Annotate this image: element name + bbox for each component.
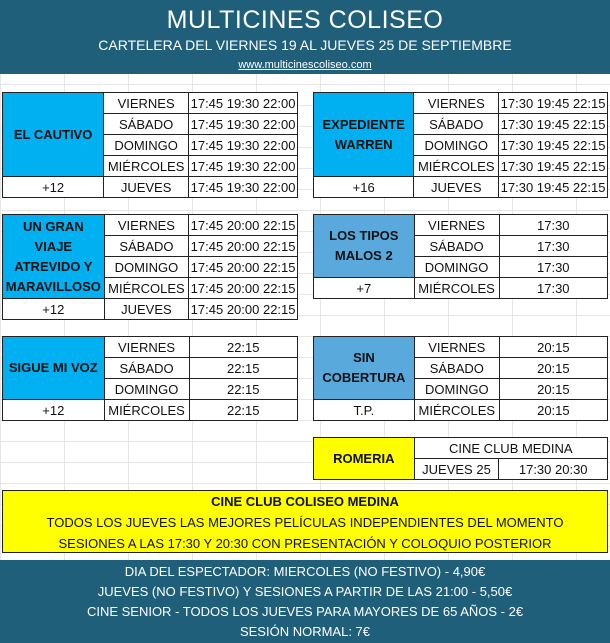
showtime-day: MIÉRCOLES [104,400,189,421]
price-line-3: CINE SENIOR - TODOS LOS JUEVES PARA MAYORES DE 65 AÑOS - 2€ [86,604,524,619]
showtime-day: DOMINGO [414,379,499,400]
showtime-times: 20:15 [499,379,607,400]
header-banner [0,0,610,74]
film-table-sin-cobertura [313,336,608,421]
showtime-day: MIÉRCOLES [414,278,499,299]
showtime-day: SÁBADO [414,114,499,135]
film-table-sigue-mi-voz [2,336,298,421]
age-rating: T.P. [314,400,415,421]
showtime-times: 17:30 [499,215,607,236]
showtime-times: 17:45 20:00 22:15 [189,257,298,278]
showtime-times: 20:15 [499,337,607,358]
showtime-times: 20:15 [499,358,607,379]
showtime-times: 22:15 [189,400,298,421]
age-rating: +12 [3,177,104,198]
showtime-times: 22:15 [189,337,298,358]
showtime-day: VIERNES [104,337,189,358]
showtime-times: 17:45 20:00 22:15 [189,215,298,236]
showtime-times: 17:45 19:30 22:00 [189,177,298,198]
cine-club-label: CINE CLUB MEDINA [414,438,607,459]
film-title: EXPEDIENTE WARREN [314,93,414,177]
showtime-day: VIERNES [414,337,499,358]
showtime-day: DOMINGO [414,135,499,156]
showtime-day: MIÉRCOLES [104,156,189,177]
showtime-times: 17:45 19:30 22:00 [189,114,298,135]
cine-club-line-2: SESIONES A LAS 17:30 Y 20:30 CON PRESENTACIÓN Y COLOQUIO POSTERIOR [58,536,552,551]
showtime-day: SÁBADO [104,114,189,135]
showtime-times: 17:30 19:45 22:15 [499,135,608,156]
cine-club-banner [2,490,608,553]
age-rating: +16 [314,177,414,198]
film-title: SIN COBERTURA [314,337,415,400]
film-title: LOS TIPOS MALOS 2 [314,215,415,278]
prices-footer [0,560,610,643]
showtime-times: 17:30 19:45 22:15 [499,93,608,114]
showtime-times: 17:45 19:30 22:00 [189,135,298,156]
showtime-times: 17:30 19:45 22:15 [499,114,608,135]
cine-club-title: CINE CLUB COLISEO MEDINA [211,494,399,509]
showtime-times: 17:30 19:45 22:15 [499,177,608,198]
showtime-day: DOMINGO [414,257,499,278]
age-rating: +12 [3,299,105,320]
showtime-times: 17:30 19:45 22:15 [499,156,608,177]
showtime-day: DOMINGO [104,135,189,156]
price-line-4: SESIÓN NORMAL: 7€ [239,624,371,639]
film-table-el-cautivo [2,92,298,198]
film-table-un-gran-viaje [2,214,298,320]
showtime-day: VIERNES [104,93,189,114]
showtime-day: MIÉRCOLES [104,278,189,299]
showtime-times: 17:45 20:00 22:15 [189,299,298,320]
cine-club-line-1: TODOS LOS JUEVES LAS MEJORES PELÍCULAS INDEPENDIENTES DEL MOMENTO [46,515,564,530]
showtime-times: 17:45 20:00 22:15 [189,278,298,299]
film-title: UN GRAN VIAJE ATREVIDO Y MARAVILLOSO [3,215,105,299]
showtime-day: VIERNES [104,215,189,236]
showtime-day: SÁBADO [414,236,499,257]
website-link[interactable]: www.multicinescoliseo.com [238,59,372,71]
showtime-times: 17:30 [499,236,607,257]
showtime-day: SÁBADO [414,358,499,379]
film-table-expediente-warren [313,92,608,198]
showtime-times: 20:15 [499,400,607,421]
showtime-day: JUEVES [414,177,499,198]
showtime-day: SÁBADO [104,358,189,379]
showtime-times: 17:30 [499,278,607,299]
showtime-day: MIÉRCOLES [414,400,499,421]
showtime-times: 17:45 19:30 22:00 [189,93,298,114]
showtime-day: SÁBADO [104,236,189,257]
showtime-day: JUEVES 25 [414,459,499,480]
showtime-day: MIÉRCOLES [414,156,499,177]
showtime-day: DOMINGO [104,257,189,278]
showtime-times: 17:45 20:00 22:15 [189,236,298,257]
price-line-2: JUEVES (NO FESTIVO) Y SESIONES A PARTIR DE LAS 21:00 - 5,50€ [97,584,513,599]
showtime-day: JUEVES [104,299,189,320]
film-title: ROMERIA [314,438,415,480]
page-subtitle: CARTELERA DEL VIERNES 19 AL JUEVES 25 DE SEPTIEMBRE [98,37,512,53]
film-title: SIGUE MI VOZ [3,337,105,400]
showtime-day: JUEVES [104,177,189,198]
age-rating: +12 [3,400,105,421]
film-title: EL CAUTIVO [3,93,104,177]
showtime-day: VIERNES [414,93,499,114]
page-title: MULTICINES COLISEO [166,6,444,34]
showtime-times: 17:30 20:30 [499,459,608,480]
film-table-romeria [313,437,608,480]
showtime-day: DOMINGO [104,379,189,400]
showtime-times: 17:45 19:30 22:00 [189,156,298,177]
price-line-1: DIA DEL ESPECTADOR: MIERCOLES (NO FESTIVO) - 4,90€ [124,564,486,579]
showtime-times: 17:30 [499,257,607,278]
showtime-times: 22:15 [189,379,298,400]
age-rating: +7 [314,278,415,299]
film-table-los-tipos-malos-2 [313,214,608,299]
showtime-day: VIERNES [414,215,499,236]
showtime-times: 22:15 [189,358,298,379]
